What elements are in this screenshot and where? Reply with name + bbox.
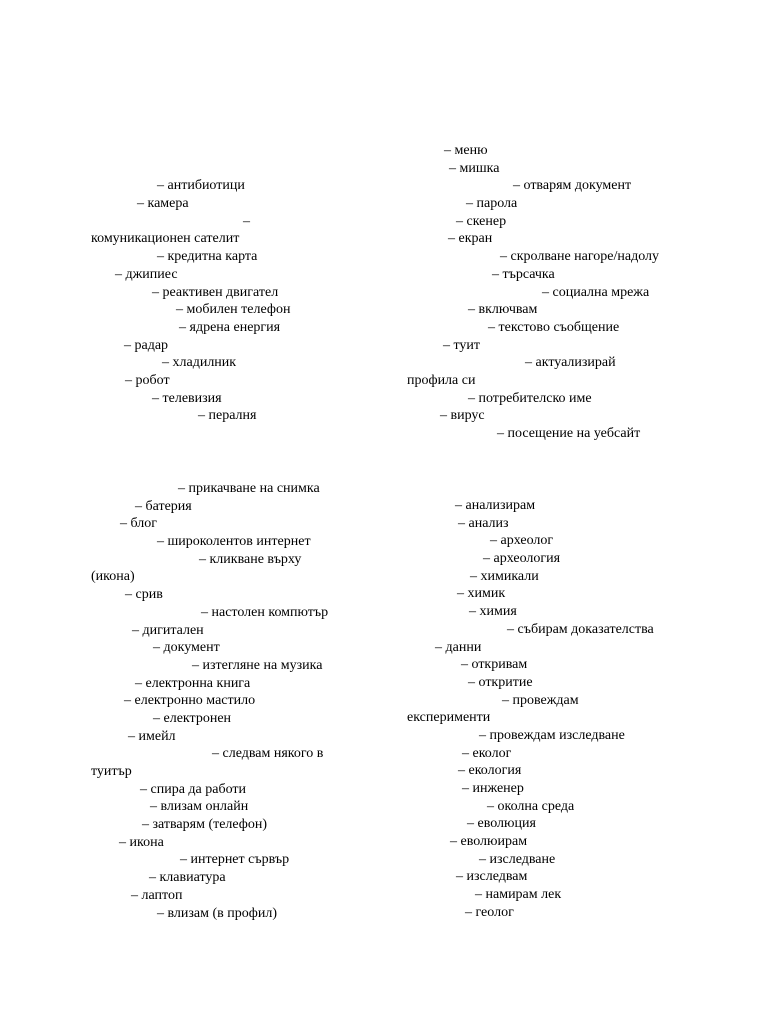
list-item: – инженер (462, 781, 524, 796)
list-item: – еколог (462, 745, 512, 761)
list-item: – актуализирай (525, 355, 616, 371)
list-item: експерименти (407, 710, 491, 726)
list-item: – провеждам (502, 692, 579, 708)
list-item: – химикали (470, 568, 539, 584)
list-item: – мишка (449, 160, 500, 176)
word-list-top-right (407, 142, 707, 443)
list-item: – икона (119, 834, 164, 850)
list-item: – намирам лек (475, 887, 562, 903)
list-item: – геолог (465, 904, 514, 920)
list-item: – отварям документ (513, 178, 632, 194)
list-item: – настолен компютър (201, 604, 329, 620)
list-item: – анализ (458, 515, 509, 531)
list-item: – включвам (468, 302, 538, 318)
list-item: – блог (120, 516, 158, 532)
list-item: – влизам (в профил) (157, 905, 277, 921)
list-item: – джипиес (115, 266, 178, 282)
list-item: – затварям (телефон) (142, 817, 268, 833)
list-item: комуникационен сателит (91, 231, 240, 247)
list-item: – (243, 213, 250, 229)
list-item: – телевизия (152, 390, 222, 406)
word-list-bottom-right (407, 497, 707, 922)
list-item: – провеждам изследване (479, 727, 625, 743)
list-item: профила си (407, 372, 476, 388)
list-item: – еволюирам (450, 834, 528, 850)
word-list-bottom-left (91, 480, 391, 922)
list-item: – прикачване на снимка (178, 481, 320, 496)
list-item: – изтегляне на музика (192, 657, 323, 673)
list-item: – камера (137, 196, 189, 212)
list-item: – широколентов интернет (157, 534, 311, 550)
list-item: – социална мрежа (542, 284, 650, 300)
list-item: – скролване нагоре/надолу (500, 249, 659, 265)
list-item: – кредитна карта (157, 249, 258, 265)
list-item: – хладилник (162, 355, 237, 371)
list-item: – изследвам (456, 869, 528, 885)
list-item: – парола (466, 196, 518, 212)
list-item: – спира да работи (140, 781, 247, 797)
list-item: – археолог (490, 533, 554, 549)
list-item: – клавиатура (149, 870, 226, 886)
list-item: – електронен (153, 710, 232, 726)
list-item: – ядрена енергия (179, 319, 281, 335)
list-item: – батерия (135, 498, 192, 514)
list-item: – химия (469, 604, 517, 620)
list-item: (икона) (91, 569, 135, 585)
list-item: – текстово съобщение (488, 319, 620, 335)
list-item: – посещение на уебсайт (497, 426, 641, 441)
list-item: – имейл (128, 728, 176, 744)
list-item: – меню (444, 143, 488, 158)
list-item: – данни (435, 639, 482, 655)
list-item: – еволюция (467, 816, 536, 832)
list-item: – робот (125, 372, 170, 388)
list-item: – интернет сървър (180, 852, 290, 868)
list-item: – туит (443, 337, 481, 353)
list-item: – кликване върху (199, 551, 302, 567)
list-item: – екология (458, 763, 522, 779)
list-item: – лаптоп (131, 887, 183, 903)
list-item: – следвам някого в (212, 746, 324, 762)
list-item: – събирам доказателства (507, 621, 654, 637)
list-item: – срив (125, 587, 163, 603)
list-item: – анализирам (455, 498, 536, 513)
list-item: – околна среда (487, 798, 575, 814)
list-item: – мобилен телефон (176, 302, 291, 318)
list-item: туитър (91, 764, 132, 779)
list-item: – електронно мастило (124, 693, 256, 709)
list-item: – химик (457, 586, 506, 602)
list-item: – радар (124, 337, 169, 353)
list-item: – дигитален (132, 622, 204, 638)
list-item: – откритие (468, 674, 533, 690)
list-item: – влизам онлайн (150, 799, 249, 815)
list-item: – откривам (461, 657, 528, 673)
list-item: – антибиотици (157, 178, 245, 194)
list-item: – реактивен двигател (152, 284, 279, 300)
list-item: – документ (153, 640, 220, 656)
list-item: – изследване (479, 851, 556, 867)
list-item: – електронна книга (135, 675, 251, 691)
list-item: – скенер (456, 213, 507, 229)
list-item: – търсачка (492, 266, 555, 282)
list-item: – вирус (440, 408, 485, 424)
list-item: – пералня (198, 408, 257, 424)
list-item: – археология (483, 551, 561, 567)
list-item: – екран (448, 231, 493, 247)
word-list-top-left (91, 142, 391, 425)
list-item: – потребителско име (468, 390, 592, 406)
